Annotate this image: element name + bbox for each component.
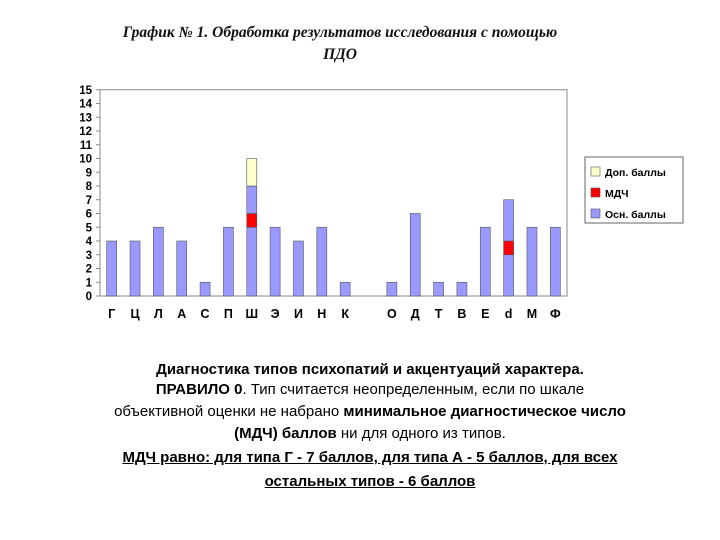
- bar-osn-2: [153, 227, 163, 296]
- x-tick-label: О: [387, 307, 397, 321]
- legend-swatch: [591, 209, 600, 218]
- y-tick-label: 2: [85, 263, 92, 276]
- y-tick-label: 5: [85, 222, 92, 235]
- y-tick-label: 14: [79, 98, 92, 111]
- mdc-values: МДЧ равно: для типа Г - 7 баллов, для типа А - 5 баллов, для всех: [122, 449, 618, 466]
- legend-label: Доп. баллы: [605, 167, 666, 179]
- bar-osn-0: [107, 241, 117, 296]
- x-tick-label: М: [526, 307, 538, 321]
- caption-line2: [40, 380, 700, 400]
- caption-line4: [40, 424, 700, 444]
- bar-osn-10: [340, 282, 350, 296]
- legend-swatch: [591, 167, 600, 176]
- bar-extra-17-0: [504, 200, 514, 241]
- bar-osn-17: [504, 255, 514, 296]
- bar-osn-5: [223, 227, 233, 296]
- bar-osn-4: [200, 282, 210, 296]
- points-word: баллов: [277, 425, 337, 442]
- legend-label: Осн. баллы: [605, 209, 666, 221]
- y-tick-label: 0: [85, 291, 92, 303]
- x-tick-label: К: [341, 307, 349, 321]
- x-tick-label: В: [457, 307, 467, 321]
- bar-osn-1: [130, 241, 140, 296]
- mdc-abbrev: (МДЧ): [234, 425, 278, 442]
- bar-osn-12: [387, 282, 397, 296]
- bar-extra-6-0: [247, 186, 257, 214]
- x-tick-label: Г: [108, 307, 116, 321]
- bar-mdc-6: [247, 214, 257, 228]
- x-tick-label: d: [504, 307, 513, 321]
- x-tick-label: Т: [434, 307, 443, 321]
- y-tick-label: 11: [79, 139, 92, 152]
- y-tick-label: 12: [79, 126, 92, 138]
- bar-osn-14: [434, 282, 444, 296]
- caption-line3: [40, 402, 700, 422]
- bar-osn-3: [177, 241, 187, 296]
- mdc-values-2: остальных типов - 6 баллов: [264, 473, 476, 490]
- bar-extra-6-1: [247, 159, 257, 187]
- y-tick-label: 4: [85, 236, 92, 248]
- y-tick-label: 8: [85, 181, 92, 193]
- bar-osn-18: [527, 227, 537, 296]
- rule-text: . Тип считается неопределенным, если по шкале: [242, 381, 585, 398]
- mdc-term: минимальное диагностическое число: [339, 403, 626, 420]
- y-tick-label: 10: [79, 153, 92, 166]
- x-tick-label: И: [293, 307, 303, 321]
- chart-title-line1: График № 1. Обработка результатов исследования с помощью: [122, 24, 558, 41]
- x-tick-label: Н: [317, 307, 327, 321]
- legend-swatch: [591, 188, 600, 197]
- x-tick-label: Ц: [130, 307, 140, 321]
- y-tick-label: 6: [85, 208, 92, 221]
- bar-osn-6: [247, 227, 257, 296]
- y-tick-label: 1: [85, 277, 92, 290]
- bar-osn-9: [317, 227, 327, 296]
- caption-line1: [40, 360, 700, 380]
- x-tick-label: Ш: [245, 307, 259, 321]
- caption-line6: [40, 472, 700, 492]
- bar-osn-13: [410, 214, 420, 297]
- caption-heading: Диагностика типов психопатий и акцентуаций характера.: [156, 361, 584, 378]
- legend-label: МДЧ: [605, 188, 629, 200]
- y-tick-label: 3: [85, 249, 92, 262]
- bar-mdc-17: [504, 241, 514, 255]
- plot-area: [100, 90, 567, 296]
- x-tick-label: П: [223, 307, 233, 321]
- chart-title-line2: ПДО: [323, 46, 357, 63]
- x-tick-label: Ф: [549, 307, 561, 321]
- y-tick-label: 13: [79, 112, 92, 125]
- caption-line5: [40, 448, 700, 468]
- bar-osn-8: [293, 241, 303, 296]
- bar-osn-15: [457, 282, 467, 296]
- rule-text-3: ни для одного из типов.: [336, 425, 506, 442]
- y-tick-label: 7: [85, 194, 92, 207]
- bar-osn-16: [480, 227, 490, 296]
- x-tick-label: С: [200, 307, 210, 321]
- x-tick-label: Д: [410, 307, 420, 321]
- y-tick-label: 9: [85, 167, 92, 180]
- rule-label: ПРАВИЛО 0: [155, 381, 243, 398]
- x-tick-label: Е: [481, 307, 490, 321]
- bar-osn-19: [550, 227, 560, 296]
- x-tick-label: Л: [153, 307, 163, 321]
- bar-osn-7: [270, 227, 280, 296]
- x-tick-label: Э: [270, 307, 280, 321]
- x-tick-label: А: [177, 307, 187, 321]
- y-tick-label: 15: [79, 84, 92, 97]
- rule-text-2: объективной оценки не набрано: [114, 403, 340, 420]
